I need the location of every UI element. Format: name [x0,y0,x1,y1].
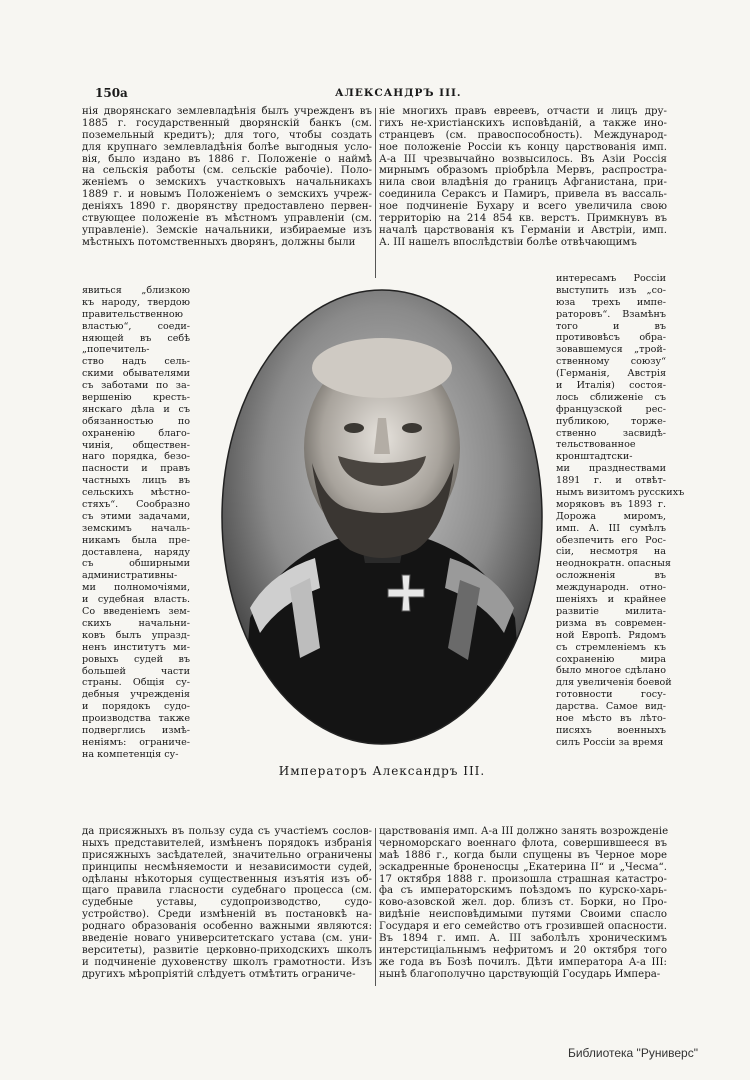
text-line: имп. А. III сумѣлъ [556,522,666,534]
text-line: няющей въ себѣ [82,332,190,344]
text-line: готовности госу- [556,689,666,701]
text-line: фа съ императорскимъ поѣздомъ по курско-харь- [379,885,667,897]
text-line: скими обывателями [82,368,190,380]
text-line: сіи, несмотря на [556,546,666,558]
text-line: верситеты), развитіе церковно-приходскихъ школъ [82,944,372,956]
text-line: ніе многихъ правъ евреевъ, отчасти и лицъ дру- [379,106,667,117]
text-line: ное подчиненіе Бухару и всего увеличила свою [379,201,667,213]
text-line: нымъ визитомъ русскихъ [556,487,685,499]
text-line: властью“, соеди- [82,320,190,332]
text-line: производства также [82,713,190,725]
text-line: обезпечить его Рос- [556,534,666,546]
text-line: поземельный кредитъ); для того, чтобы создать [82,129,372,141]
text-line: нія дворянскаго землевладѣнія былъ учрежденъ въ [82,106,372,117]
text-line: земскимъ началь- [82,522,190,534]
text-line: введеніе новаго университетскаго устава (см. уни- [82,933,372,945]
text-line: ное положеніе Россіи къ концу царствованія имп. [379,141,667,153]
page-header [95,86,695,102]
text-line: силъ Россіи за время [556,736,664,748]
text-line: одѣланы нѣкоторыя существенныя изъятія изъ об- [82,873,372,885]
text-line: А-а III чрезвычайно возвысилось. Въ Азіи Россія [379,153,667,165]
text-line: мирнымъ образомъ пріобрѣла Мервъ, распростра- [379,165,667,177]
text-line: частныхъ лицъ въ [82,475,190,487]
text-line: судебные уставы, судопроизводство, судо- [82,897,372,909]
text-line: тельствованное [556,439,636,451]
right-column-bottom [379,826,667,981]
text-line: другихъ мѣропріятій слѣдуетъ отмѣтить ограниче- [82,968,356,980]
text-line: моряковъ въ 1893 г. [556,498,666,510]
text-line: „попечитель- [82,344,150,356]
text-line: скихъ начальни- [82,617,190,629]
text-line: осложненія въ [556,570,666,582]
right-wrap-column [556,273,685,749]
column-divider-top [375,108,376,278]
text-line: 1889 г. и новымъ Положеніемъ о земскихъ учреж- [82,189,372,201]
text-line: раторовъ“. Взамѣнъ [556,308,666,320]
text-line: развитіе милита- [556,605,666,617]
text-line: на компетенція су- [82,748,179,760]
text-line: страны. Общія су- [82,677,190,689]
text-line: Въ 1894 г. имп. А. III заболѣлъ хроническимъ [379,933,667,945]
text-line: нила свои владѣнія до границъ Афганистана, при- [379,177,667,189]
text-line: царствованія имп. А-а III должно занять возрожденіе [379,826,669,837]
text-line: неоднократн. опасныя [556,558,671,570]
text-line: съ этими задачами, [82,510,190,522]
text-line: же года въ Бозѣ почилъ. Дѣти императора А-а III: [379,956,667,968]
text-line: щаго правила гласности судебнаго процесса (см. [82,885,372,897]
text-line: ковъ былъ упразд- [82,629,190,641]
text-line: ственно засвидѣ- [556,427,666,439]
text-line: гихъ не-христіанскихъ исповѣданій, а также ино- [379,117,667,129]
text-line: ствующее положеніе въ мѣстномъ управленіи (см. [82,213,372,225]
text-line: ство надъ сель- [82,356,190,368]
text-line: вершенію кресть- [82,392,190,404]
text-line: сохраненію мира [556,653,666,665]
text-line: и порядокъ судо- [82,701,190,713]
left-column-top [82,106,372,249]
library-watermark: Библиотека "Руниверс" [567,1046,698,1060]
text-line: и судебная власть. [82,594,190,606]
text-line: территорію на 214 854 кв. верстъ. Примкнувъ въ [379,213,667,225]
text-line: странцевъ (см. правоспособность). Международ- [379,129,667,141]
text-line: черноморскаго военнаго флота, совершившееся въ [379,837,667,849]
text-line: дебныя учрежденія [82,689,190,701]
text-line: къ народу, твердою [82,296,190,308]
text-line: стяхъ“. Сообразно [82,499,190,511]
running-title: АЛЕКСАНДРЪ III. [335,87,462,99]
text-line: международн. отно- [556,582,666,594]
text-line: соединила Сераксъ и Памиръ, привела въ вассаль- [379,189,667,201]
text-line: Государя и его семейство отъ грозившей опасности. [379,921,667,933]
text-line: деніяхъ 1890 г. дворянству предоставлено первен- [82,201,372,213]
text-line: чинія, обществен- [82,439,190,451]
text-line: выступить изъ „со- [556,284,666,296]
text-line: кронштадтски- [556,451,633,463]
text-line: административны- [82,570,178,582]
right-column-top [379,106,667,249]
text-line: неніямъ: ограниче- [82,736,190,748]
text-line: началѣ царствованія къ Германіи и Австріи, имп. [379,224,667,236]
text-line: женіемъ о земскихъ участковыхъ начальникахъ [82,177,372,189]
text-line: ровыхъ судей въ [82,653,190,665]
text-line: присяжныхъ засѣдателей, значительно ограничены [82,849,372,861]
text-line: лось сближеніе съ [556,391,666,403]
left-wrap-column [82,285,190,761]
text-line: и Италія) состоя- [556,380,666,392]
text-line: для крупнаго землевладѣнія болѣе выгодныя усло- [82,141,372,153]
text-line: французской рес- [556,403,666,415]
text-line: 17 октября 1888 г. произошла страшная катастро- [379,873,667,885]
text-line: правительственною [82,308,184,320]
text-line: и подчиненіе духовенству школъ грамотности. Изъ [82,956,372,968]
text-line: было многое сдѣлано [556,665,666,677]
emperor-portrait [220,288,544,746]
text-line: на сельскія работы (см. сельскіе рабочіе). Поло- [82,165,372,177]
text-line: 1891 г. и отвѣт- [556,475,666,487]
text-line: публикою, торже- [556,415,666,427]
text-line: нынѣ благополучно царствующій Государь Импера- [379,968,661,980]
text-line: юза трехъ импе- [556,296,666,308]
text-line: шеніяхъ и крайнее [556,594,666,606]
text-line: янскаго дѣла и съ [82,403,190,415]
text-line: ково-азовской жел. дор. близъ ст. Борки, но Про- [379,897,667,909]
text-line: Дорожа миромъ, [556,510,666,522]
portrait-caption: Императоръ Александръ III. [278,764,486,778]
text-line: зовавшемуся „трой- [556,344,666,356]
text-line: интерстиціальнымъ нефритомъ и 20 октября того [379,944,667,956]
text-line: дарства. Самое вид- [556,701,666,713]
text-line: ненъ институтъ ми- [82,641,190,653]
text-line: съ заботами по за- [82,380,190,392]
text-line: обязанностью по [82,415,190,427]
text-line: роднаго образованія особенно важными являются: [82,921,372,933]
text-line: противовѣсъ обра- [556,332,666,344]
text-line: ныхъ представителей, измѣненъ порядокъ избранія [82,837,372,849]
text-line: писяхъ военныхъ [556,724,666,736]
text-line: съ стремленіемъ къ [556,641,666,653]
text-line: ственному союзу“ [556,356,666,368]
text-line: 1885 г. государственный дворянскій банкъ (см. [82,117,372,129]
text-line: эскадренные броненосцы „Екатерина II“ и „Чесма“. [379,861,667,873]
text-line: (Германія, Австрія [556,368,666,380]
text-line: наго порядка, безо- [82,451,190,463]
column-divider-bottom [375,828,376,986]
text-line: мѣстныхъ потомственныхъ дворянъ, должны были [82,236,356,248]
text-line: для увеличенія боевой [556,677,672,689]
page-number: 150a [95,86,128,100]
text-line: А. III нашелъ впослѣдствіи болѣе отвѣчающимъ [379,236,637,248]
text-line: ми празднествами [556,463,666,475]
text-line: устройство). Среди измѣненій въ постановкѣ на- [82,909,372,921]
text-line: охраненію благо- [82,427,190,439]
text-line: явиться „близкою [82,285,190,296]
text-line: видѣніе неисповѣдимыми путями Своими спасло [379,909,667,921]
text-line: маѣ 1886 г., когда были спущены въ Черное море [379,849,667,861]
text-line: ризма въ современ- [556,617,666,629]
text-line: того и въ [556,320,666,332]
text-line: да присяжныхъ въ пользу суда съ участіемъ сослов- [82,826,372,837]
text-line: вія, было издано въ 1886 г. Положеніе о наймѣ [82,153,372,165]
text-line: ное мѣсто въ лѣто- [556,712,666,724]
text-line: управленіе). Земскіе начальники, избираемые изъ [82,224,372,236]
text-line: принципы несмѣняемости и независимости судей, [82,861,372,873]
text-line: подверглись измѣ- [82,724,190,736]
text-line: съ обширными [82,558,190,570]
text-line: никамъ была пре- [82,534,190,546]
left-column-bottom [82,826,372,981]
text-line: ми полномочіями, [82,582,190,594]
text-line: ной Европѣ. Рядомъ [556,629,666,641]
text-line: большей части [82,665,190,677]
text-line: интересамъ Россіи [556,273,666,284]
text-line: пасности и правъ [82,463,190,475]
text-line: Со введеніемъ зем- [82,606,190,618]
text-line: сельскихъ мѣстно- [82,487,190,499]
text-line: доставлена, наряду [82,546,190,558]
